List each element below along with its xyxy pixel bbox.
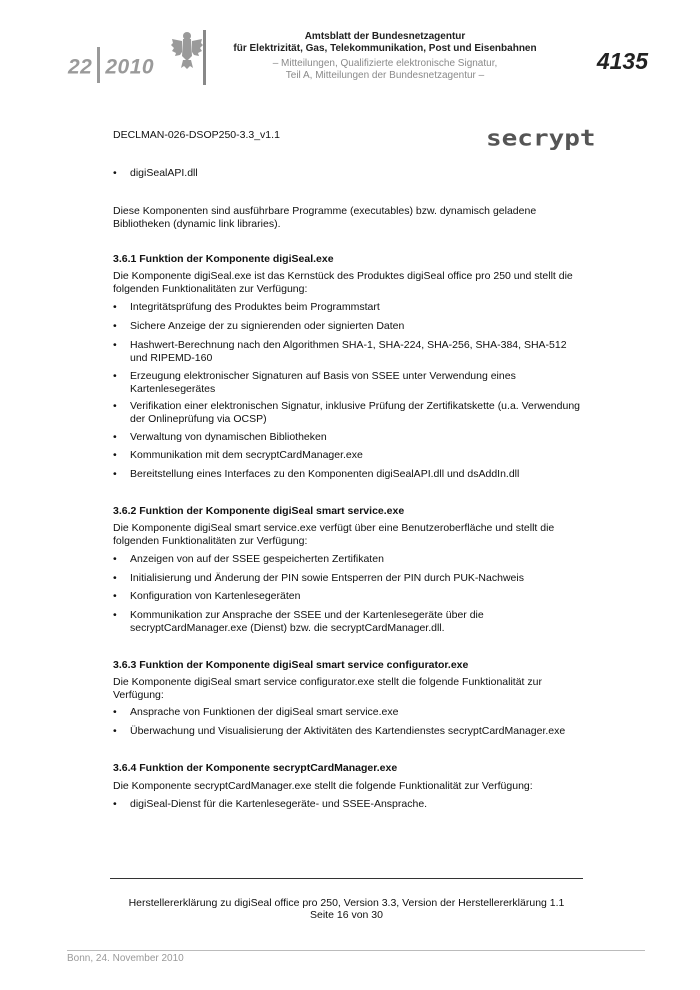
federal-eagle-icon <box>170 30 204 70</box>
document-id: DECLMAN-026-DSOP250-3.3_v1.1 <box>113 129 280 141</box>
section-intro: Die Komponente digiSeal.exe ist das Kernstück des Produktes digiSeal office pro 250 und stellt die folgenden Funktionalitäten zur Verfügung: <box>113 270 573 295</box>
footer-page-count: Seite 16 von 30 <box>310 909 383 921</box>
bottom-divider <box>67 950 645 951</box>
masthead-title-line1: Amtsblatt der Bundesnetzagentur <box>304 31 466 42</box>
section-heading-3-6-1: 3.6.1 Funktion der Komponente digiSeal.exe <box>113 253 334 265</box>
footer-text <box>110 897 583 921</box>
section-heading-3-6-3: 3.6.3 Funktion der Komponente digiSeal smart service configurator.exe <box>113 659 469 671</box>
bullet-icon: • <box>113 431 117 443</box>
masthead-divider <box>203 30 206 85</box>
bullet-icon: • <box>113 706 117 718</box>
bullet-icon: • <box>113 572 117 584</box>
page-number: 4135 <box>596 48 648 74</box>
secrypt-logo: secrypt <box>486 126 596 152</box>
bullet-icon: • <box>113 590 117 602</box>
section-intro: Die Komponente digiSeal smart service.exe verfügt über eine Benutzeroberfläche und stellt die folgenden Funktionalitäten zur Verfügung: <box>113 522 555 547</box>
section-heading-3-6-2: 3.6.2 Funktion der Komponente digiSeal smart service.exe <box>113 505 405 517</box>
issue-year: 2010 <box>105 55 155 79</box>
bullet-icon: • <box>113 553 117 565</box>
section-intro: Die Komponente secryptCardManager.exe stellt die folgende Funktionalität zur Verfügung: <box>113 780 533 792</box>
masthead-title <box>225 31 545 55</box>
bullet-icon: • <box>113 798 117 810</box>
masthead-title-line2: für Elektrizität, Gas, Telekommunikation, Post und Eisenbahnen <box>233 43 537 54</box>
issue-number <box>68 50 154 86</box>
footer-divider <box>110 878 583 879</box>
bullet-icon: • <box>113 167 117 179</box>
bullet-icon: • <box>113 449 117 461</box>
bullet-icon: • <box>113 370 117 382</box>
bullet-icon: • <box>113 400 117 412</box>
bullet-icon: • <box>113 339 117 351</box>
bullet-icon: • <box>113 320 117 332</box>
footer-line1: Herstellererklärung zu digiSeal office pro 250, Version 3.3, Version der Herstellererklärung 1.1 <box>128 897 565 909</box>
section-intro: Die Komponente digiSeal smart service configurator.exe stellt die folgende Funktionalität zur Verfügung: <box>113 676 542 701</box>
masthead-subtitle-line2: Teil A, Mitteilungen der Bundesnetzagentur – <box>285 70 485 81</box>
issue-number-value: 22 <box>68 55 93 79</box>
bullet-icon: • <box>113 725 117 737</box>
bullet-icon: • <box>113 301 117 313</box>
bullet-icon: • <box>113 609 117 621</box>
masthead-subtitle-line1: – Mitteilungen, Qualifizierte elektronische Signatur, <box>272 58 498 69</box>
bullet-icon: • <box>113 468 117 480</box>
intro-paragraph: Diese Komponenten sind ausführbare Programme (executables) bzw. dynamisch geladene Bibliotheken (dynamic link libraries). <box>113 205 537 230</box>
section-heading-3-6-4: 3.6.4 Funktion der Komponente secryptCardManager.exe <box>113 762 398 774</box>
issue-separator <box>97 47 100 83</box>
masthead-subtitle <box>225 58 545 82</box>
place-date: Bonn, 24. November 2010 <box>67 953 184 964</box>
